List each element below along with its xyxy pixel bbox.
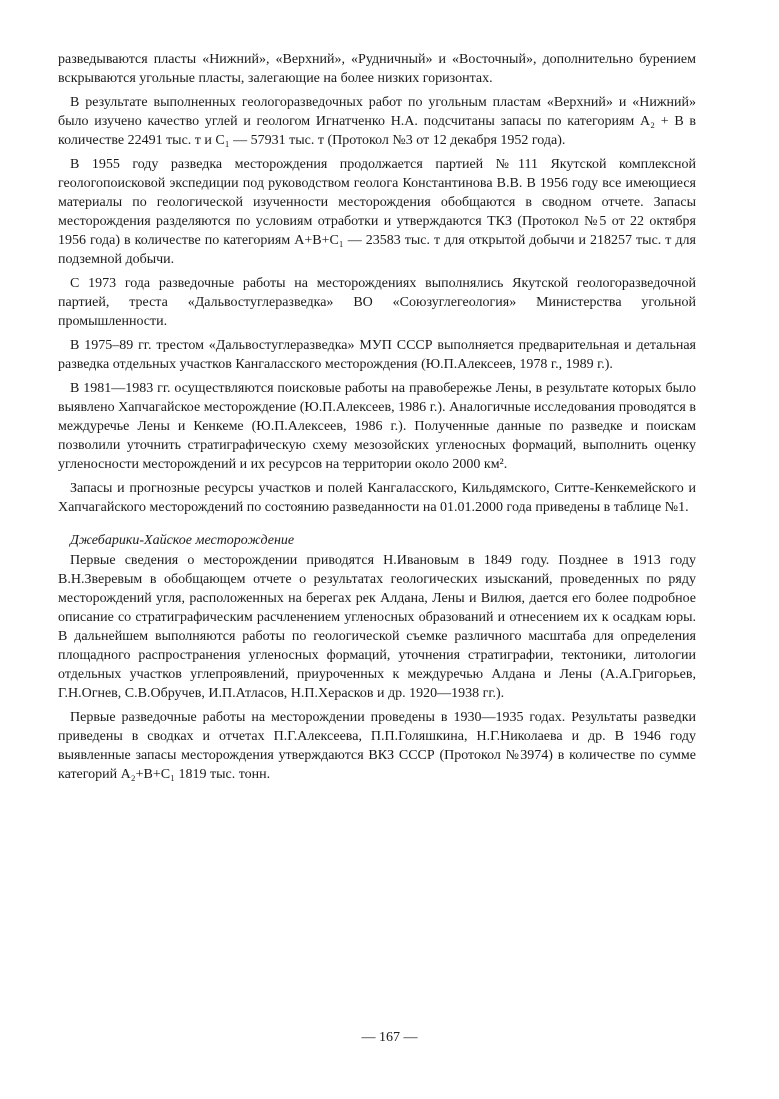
paragraph: Первые разведочные работы на месторождении проведены в 1930—1935 годах. Результаты разведки приведены в сводках и отчетах П.Г.Алексеева, П.П.Голяшкина, Н.Г.Николаева и др. В 1946 году выявленные запасы месторождения утверждаются ВКЗ СССР (Протокол №3974) в количестве по сумме категорий А₂+В+С₁ 1819 тыс. тонн. xyxy=(58,710,696,782)
paragraph: Запасы и прогнозные ресурсы участков и полей Кангаласского, Кильдямского, Ситте-Кенкемейского и Хапчагайского месторождений по состоянию разведанности на 01.01.2000 года приведены в таблице №1. xyxy=(58,481,696,515)
paragraph: С 1973 года разведочные работы на месторождениях выполнялись Якутской геологоразведочной партией, треста «Дальвостуглеразведка» ВО «Союзуглегеология» Министерства угольной промышленности. xyxy=(58,276,696,329)
paragraph: В результате выполненных геологоразведочных работ по угольным пластам «Верхний» и «Нижний» было изучено качество углей и геологом Игнатченко Н.А. подсчитаны запасы по категориям А₂ + В в количестве 22491 тыс. т и С₁ — 57931 тыс. т (Протокол №3 от 12 декабря 1952 года). xyxy=(58,95,696,148)
body-text xyxy=(58,50,696,789)
section-heading: Джебарики-Хайское месторождение xyxy=(70,533,295,548)
paragraph: В 1955 году разведка месторождения продолжается партией №111 Якутской комплексной геологопоисковой экспедиции под руководством геолога Константинова В.В. В 1956 году все имеющиеся материалы по геологической изученности месторождения обобщаются в сводном отчете. Запасы месторождения разделяются по условиям отработки и утверждаются ТКЗ (Протокол №5 от 22 октября 1956 года) в количестве по категориям А+В+С₁ — 23583 тыс. т для открытой добычи и 218257 тыс. т для подземной добычи. xyxy=(58,157,696,267)
paragraph: В 1975–89 гг. трестом «Дальвостуглеразведка» МУП СССР выполняется предварительная и детальная разведка отдельных участков Кангаласского месторождения (Ю.П.Алексеев, 1978 г., 1989 г.). xyxy=(58,338,696,372)
paragraph: В 1981—1983 гг. осуществляются поисковые работы на правобережье Лены, в результате которых было выявлено Хапчагайское месторождение (Ю.П.Алексеев, 1986 г.). Аналогичные исследования проводятся в междуречье Лены и Кенкеме (Ю.П.Алексеев, 1986 г.). Полученные данные по разведке и поискам позволили уточнить стратиграфическую схему мезозойских угленосных формаций, выполнить оценку угленосности месторождений и их ресурсов на территории около 2000 км². xyxy=(58,381,696,472)
page-number: — 167 — xyxy=(361,1030,418,1045)
paragraph: разведываются пласты «Нижний», «Верхний», «Рудничный» и «Восточный», дополнительно бурением вскрываются угольные пласты, залегающие на более низких горизонтах. xyxy=(58,52,696,86)
paragraph: Первые сведения о месторождении приводятся Н.Ивановым в 1849 году. Позднее в 1913 году В.Н.Зверевым в обобщающем отчете о результатах геологических изысканий, проведенных по ряду месторождений угля, расположенных на берегах рек Алдана, Лены и Вилюя, дается его более подробное описание со стратиграфическим расчленением угленосных образований и отнесением их к осадкам юры. В дальнейшем выполняются работы по геологической съемке различного масштаба для определения площадного распространения угленосных формаций, уточнения стратиграфии, тектоники, литологии отдельных участков углепроявлений, приуроченных к междуречью Алдана и Лены (А.А.Григорьев, Г.Н.Огнев, С.В.Обручев, И.П.Атласов, Н.П.Херасков и др. 1920—1938 гг.). xyxy=(58,553,696,701)
